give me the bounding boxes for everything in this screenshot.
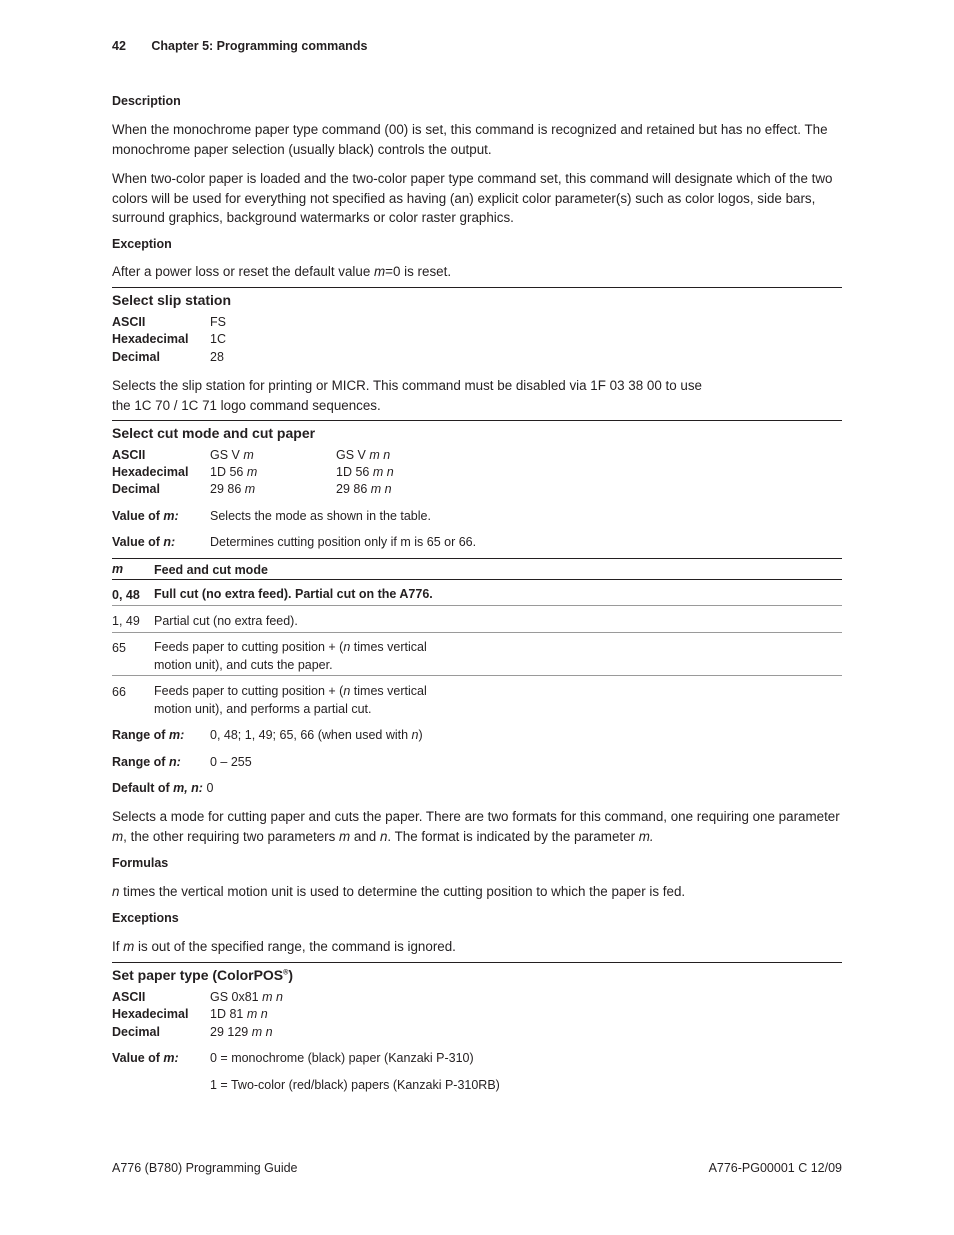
exception-text: After a power loss or reset the default value m=0 is reset.: [112, 264, 452, 279]
hex-label: Hexadecimal: [112, 465, 189, 479]
table-cell-m: 65: [112, 641, 126, 655]
exception-heading: Exception: [112, 237, 172, 251]
formulas-text: n times the vertical motion unit is used to determine the cutting position to which the paper is fed.: [112, 884, 686, 899]
table-header-mode: Feed and cut mode: [154, 563, 268, 577]
hex-format-2: 1D 56 m n: [336, 465, 394, 479]
exceptions-text: If m is out of the specified range, the command is ignored.: [112, 939, 456, 954]
table-row-rule: [112, 675, 842, 676]
chapter-title: Chapter 5: Programming commands: [151, 39, 368, 53]
table-cell-mode: Feeds paper to cutting position + (n times vertical motion unit), and performs a partial cut.: [154, 684, 427, 716]
hex-format-1: 1D 56 m: [210, 465, 258, 479]
running-header: [112, 39, 367, 53]
value-m-label: Value of m:: [112, 509, 179, 523]
range-n-label: Range of n:: [112, 755, 181, 769]
value-m-option-1: 1 = Two-color (red/black) papers (Kanzaki P-310RB): [210, 1078, 500, 1092]
description-paragraph-1: When the monochrome paper type command (00) is set, this command is recognized and retained but has no effect. The monochrome paper selection (usually black) controls the output.: [112, 122, 828, 157]
table-cell-m: 66: [112, 685, 126, 699]
hex-value: 1D 81 m n: [210, 1007, 268, 1021]
ascii-value: FS: [210, 315, 226, 329]
decimal-label: Decimal: [112, 350, 160, 364]
range-m-text: 0, 48; 1, 49; 65, 66 (when used with n): [210, 728, 423, 742]
table-row-rule: [112, 605, 842, 606]
default-label: Default of m, n: 0: [112, 781, 214, 795]
section-divider: [112, 962, 842, 963]
table-header-rule: [112, 579, 842, 580]
value-m-label: Value of m:: [112, 1051, 179, 1065]
ascii-format-1: GS V m: [210, 448, 254, 462]
decimal-format-1: 29 86 m: [210, 482, 256, 496]
decimal-label: Decimal: [112, 1025, 160, 1039]
decimal-value: 28: [210, 350, 224, 364]
formulas-heading: Formulas: [112, 856, 169, 870]
hex-label: Hexadecimal: [112, 332, 189, 346]
registered-mark: ®: [283, 969, 289, 977]
decimal-value: 29 129 m n: [210, 1025, 273, 1039]
table-cell-mode: Partial cut (no extra feed).: [154, 614, 298, 628]
paper-type-title: Set paper type (ColorPOS®): [112, 967, 293, 983]
section-divider: [112, 420, 842, 421]
section-divider: [112, 287, 842, 288]
value-n-text: Determines cutting position only if m is 65 or 66.: [210, 535, 477, 549]
hex-value: 1C: [210, 332, 226, 346]
value-m-text: Selects the mode as shown in the table.: [210, 509, 431, 523]
decimal-format-2: 29 86 m n: [336, 482, 392, 496]
cut-mode-title: Select cut mode and cut paper: [112, 425, 316, 441]
ascii-label: ASCII: [112, 315, 146, 329]
ascii-label: ASCII: [112, 448, 146, 462]
footer-right: A776-PG00001 C 12/09: [708, 1161, 842, 1175]
table-cell-mode: Feeds paper to cutting position + (n times vertical motion unit), and cuts the paper.: [154, 640, 427, 672]
table-cell-m: 1, 49: [112, 614, 140, 628]
slip-station-title: Select slip station: [112, 292, 232, 308]
table-top-rule: [112, 558, 842, 559]
table-header-m: m: [112, 562, 124, 576]
range-m-label: Range of m:: [112, 728, 185, 742]
exceptions-heading: Exceptions: [112, 911, 179, 925]
slip-station-description: Selects the slip station for printing or MICR. This command must be disabled via 1F 03 38 00 to use the 1C 70 / 1C 71 logo command sequences.: [112, 378, 702, 413]
table-cell-mode: Full cut (no extra feed). Partial cut on the A776.: [154, 587, 433, 601]
value-m-option-0: 0 = monochrome (black) paper (Kanzaki P-310): [210, 1051, 474, 1065]
hex-label: Hexadecimal: [112, 1007, 189, 1021]
decimal-label: Decimal: [112, 482, 160, 496]
ascii-format-2: GS V m n: [336, 448, 391, 462]
footer-left: A776 (B780) Programming Guide: [112, 1161, 298, 1175]
ascii-value: GS 0x81 m n: [210, 990, 283, 1004]
table-row-rule: [112, 632, 842, 633]
description-heading: Description: [112, 94, 181, 108]
table-cell-m: 0, 48: [112, 588, 140, 602]
page-number: 42: [112, 39, 126, 53]
range-n-text: 0 – 255: [210, 755, 252, 769]
description-paragraph-2: When two-color paper is loaded and the two-color paper type command set, this command will designate which of the two colors will be used for everything not specified as having (an) explicit color parameter(s) such as color logos, side bars, surround graphics, background watermarks or color raster graphics.: [112, 171, 833, 225]
ascii-label: ASCII: [112, 990, 146, 1004]
value-n-label: Value of n:: [112, 535, 176, 549]
cut-mode-description: Selects a mode for cutting paper and cuts the paper. There are two formats for this command, one requiring one parameter m, the other requiring two parameters m and n. The format is indicated by the parameter m.: [112, 809, 840, 844]
